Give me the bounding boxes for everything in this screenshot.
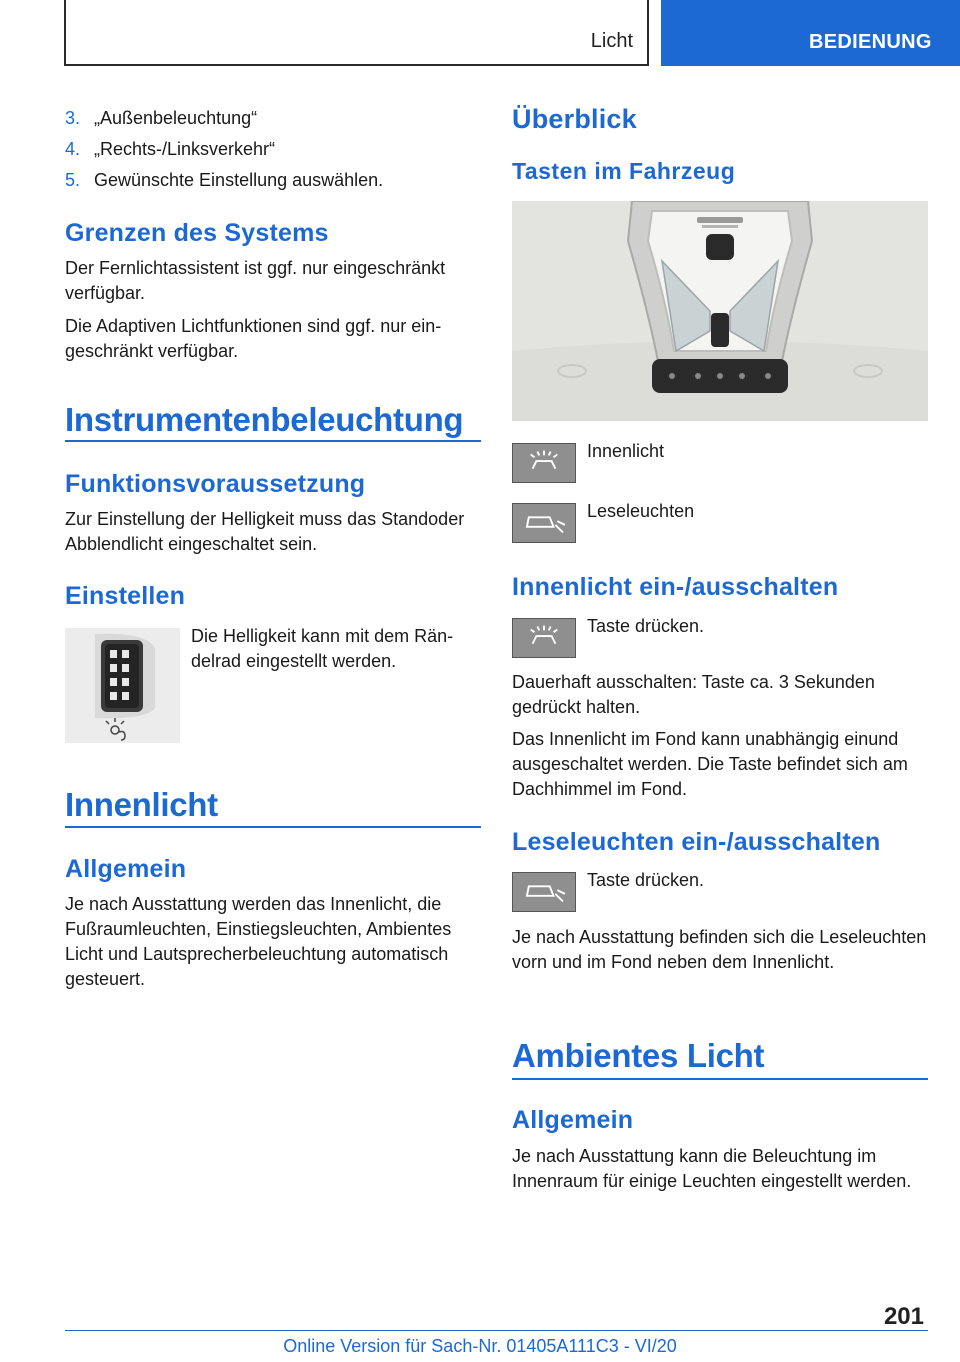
header-chapter-tab — [661, 0, 960, 66]
reading-light-button — [512, 503, 576, 543]
header-chapter-title: BEDIENUNG — [809, 31, 932, 53]
interior-light-icon — [513, 619, 575, 657]
step-number: 4. — [65, 139, 81, 159]
heading-instrumentenbeleuchtung: Instrumentenbeleuchtung — [65, 401, 464, 438]
heading-rule — [65, 826, 481, 828]
page-number: 201 — [883, 1303, 924, 1330]
paragraph: Das Innenlicht im Fond kann unabhängig einund ausgeschaltet werden. Die Taste befindet sich am Dachhimmel im Fond. — [512, 729, 908, 799]
paragraph: Je nach Ausstattung kann die Beleuchtung im Innenraum für einige Leuchten eingestellt werden. — [512, 1146, 912, 1191]
footer-rule — [65, 1330, 928, 1331]
instruction-text: Taste drücken. — [587, 616, 705, 636]
heading-innenlicht: Innenlicht — [65, 786, 218, 823]
header-section-box — [64, 0, 649, 66]
paragraph: Die Adaptiven Lichtfunktionen sind ggf. nur eingeschränkt verfügbar. — [65, 316, 442, 361]
heading-innenlicht-schalten: Innenlicht ein-/ausschalten — [512, 573, 839, 601]
reading-light-icon — [513, 504, 575, 542]
heading-rule — [65, 440, 481, 442]
interior-light-button — [512, 443, 576, 483]
heading-leseleuchten-schalten: Leseleuchten ein-/ausschalten — [512, 828, 881, 856]
overhead-console-image — [512, 201, 928, 421]
heading-ueberblick: Überblick — [512, 104, 637, 134]
heading-allgemein: Allgemein — [65, 855, 187, 883]
interior-light-icon — [513, 444, 575, 482]
heading-einstellen: Einstellen — [65, 582, 186, 610]
heading-allgemein: Allgemein — [512, 1106, 634, 1134]
reading-light-button — [512, 872, 576, 912]
paragraph: Dauerhaft ausschalten: Taste ca. 3 Sekunden gedrückt halten. — [512, 672, 875, 717]
overhead-console-icon — [512, 201, 928, 421]
dimmer-wheel-image — [65, 628, 180, 743]
dimmer-wheel-icon — [65, 628, 180, 743]
icon-label: Leseleuchten — [587, 501, 695, 521]
paragraph: Die Helligkeit kann mit dem Rändelrad eingestellt werden. — [191, 626, 454, 671]
footer-online-version: Online Version für Sach-Nr. 01405A111C3 - VI/20 — [283, 1336, 677, 1356]
paragraph: Der Fernlichtassistent ist ggf. nur eingeschränkt verfügbar. — [65, 258, 446, 303]
icon-label: Innenlicht — [587, 441, 665, 461]
heading-ambientes-licht: Ambientes Licht — [512, 1037, 765, 1074]
step-number: 5. — [65, 170, 81, 190]
paragraph: Zur Einstellung der Helligkeit muss das Standoder Abblendlicht eingeschaltet sein. — [65, 509, 465, 554]
step-text: „Außenbeleuchtung“ — [94, 108, 258, 128]
paragraph: Je nach Ausstattung befinden sich die Leseleuchten vorn und im Fond neben dem Innenlicht. — [512, 927, 927, 972]
step-text: „Rechts-/Linksverkehr“ — [94, 139, 276, 159]
interior-light-button — [512, 618, 576, 658]
heading-tasten-im-fahrzeug: Tasten im Fahrzeug — [512, 158, 736, 184]
header-section-title: Licht — [590, 30, 633, 52]
step-text: Gewünschte Einstellung auswählen. — [94, 170, 384, 190]
heading-rule — [512, 1078, 928, 1080]
instruction-text: Taste drücken. — [587, 870, 705, 890]
heading-grenzen: Grenzen des Systems — [65, 219, 329, 247]
heading-funktionsvoraussetzung: Funktionsvoraussetzung — [65, 470, 366, 498]
step-number: 3. — [65, 108, 81, 128]
reading-light-icon — [513, 873, 575, 911]
paragraph: Je nach Ausstattung werden das Innenlicht, die Fußraumleuchten, Einstiegsleuchten, Ambientes Licht und Lautsprecherbeleuchtung automatisch gesteuert. — [65, 894, 452, 989]
